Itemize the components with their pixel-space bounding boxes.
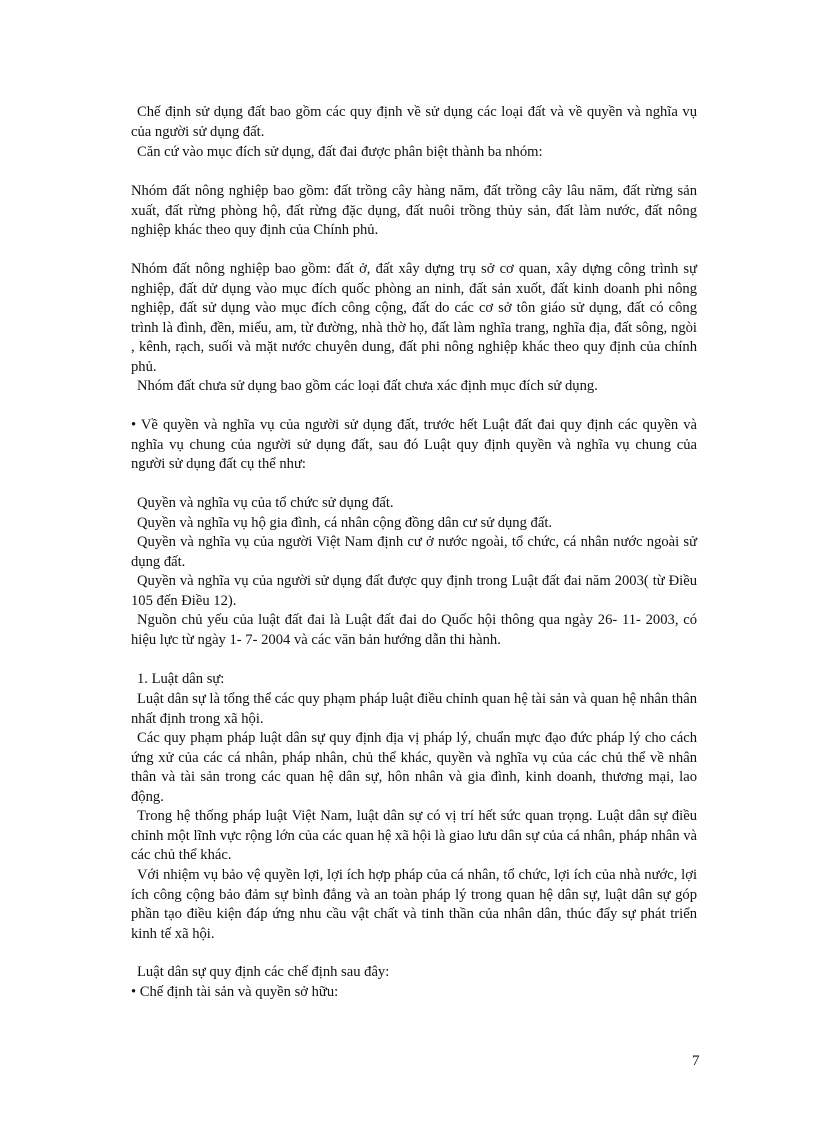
- paragraph-civil-law-regimes: Luật dân sự quy định các chế định sau đây:: [137, 964, 390, 980]
- paragraph-rights-obligations: • Về quyền và nghĩa vụ của người sử dụng đất, trước hết Luật đất đai quy định các quyền và nghĩa vụ chung của người sử dụng đất, sau đó Luật quy định quyền và nghĩa vụ chung của người sử dụng đất cụ thể như:: [131, 417, 697, 472]
- paragraph-overseas-rights: Quyền và nghĩa vụ của người Việt Nam định cư ở nước ngoài, tổ chức, cá nhân nước ngoài sử dụng đất.: [131, 534, 697, 570]
- paragraph-org-rights: Quyền và nghĩa vụ của tổ chức sử dụng đất.: [137, 495, 394, 511]
- paragraph-land-use-regime: Chế định sử dụng đất bao gồm các quy định về sử dụng các loại đất và về quyền và nghĩa vụ của người sử dụng đất.: [131, 104, 697, 140]
- paragraph-law-2003-rights: Quyền và nghĩa vụ của người sử dụng đất được quy định trong Luật đất đai năm 2003( từ Điều 105 đến Điều 12).: [131, 573, 697, 609]
- paragraph-household-rights: Quyền và nghĩa vụ hộ gia đình, cá nhân cộng đồng dân cư sử dụng đất.: [137, 515, 553, 531]
- paragraph-law-sources: Nguồn chủ yếu của luật đất đai là Luật đất đai do Quốc hội thông qua ngày 26- 11- 2003, có hiệu lực từ ngày 1- 7- 2004 và các văn bản hướng dẫn thi hành.: [131, 612, 697, 648]
- page-number: 7: [692, 1053, 700, 1069]
- paragraph-civil-law-norms: Các quy phạm pháp luật dân sự quy định địa vị pháp lý, chuẩn mực đạo đức pháp lý cho cách ứng xử của các cá nhân, pháp nhân, chủ thể khác, quyền và nghĩa vụ của các chủ thể về nhân thân và tài sản trong các quan hệ dân sự, hôn nhân và gia đình, kinh doanh, thương mại, lao động.: [131, 730, 697, 805]
- paragraph-non-agricultural-land: Nhóm đất nông nghiệp bao gồm: đất ở, đất xây dựng trụ sở cơ quan, xây dựng công trình sự nghiệp, đất dử dụng vào mục đích quốc phòng an ninh, đất sản xuốt, đất kinh doanh phi nông nghiệp, đất sử dụng vào mục đích công cộng, đất do các cơ sở tôn giáo sử dụng, đất có công trình là đình, đền, miếu, am, từ đường, nhà thờ họ, đất làm nghĩa trang, nghĩa địa, đất sông, ngòi , kênh, rạch, suối và mặt nước chuyên dung, đất phi nông nghiệp khác theo quy định của chính phủ.: [131, 261, 697, 375]
- paragraph-civil-law-mission: Với nhiệm vụ bảo vệ quyền lợi, lợi ích hợp pháp của cá nhân, tổ chức, lợi ích của nhà nước, lợi ích công cộng bảo đảm sự bình đẳng và an toàn pháp lý trong quan hệ dân sự, luật dân sự góp phần tạo điều kiện đáp ứng nhu cầu vật chất và tinh thần của nhân dân, thúc đẩy sự phát triển kinh tế xã hội.: [131, 867, 697, 942]
- paragraph-unused-land: Nhóm đất chưa sử dụng bao gồm các loại đất chưa xác định mục đích sử dụng.: [137, 378, 598, 394]
- paragraph-civil-law-position: Trong hệ thống pháp luật Việt Nam, luật dân sự có vị trí hết sức quan trọng. Luật dân sự điều chỉnh một lĩnh vực rộng lớn của các quan hệ xã hội là giao lưu dân sự của cá nhân, pháp nhân và các chủ thể khác.: [131, 808, 697, 863]
- heading-civil-law: 1. Luật dân sự:: [137, 671, 225, 687]
- paragraph-agricultural-land: Nhóm đất nông nghiệp bao gồm: đất trồng cây hàng năm, đất trồng cây lâu năm, đất rừng sản xuất, đất rừng phòng hộ, đất rừng đặc dụng, đất nuôi trồng thủy sản, đất làm nước, đất nông nghiệp khác theo quy định của Chính phủ.: [131, 183, 697, 238]
- paragraph-three-groups: Căn cứ vào mục đích sử dụng, đất đai được phân biệt thành ba nhóm:: [137, 144, 543, 160]
- paragraph-civil-law-definition: Luật dân sự là tổng thể các quy phạm pháp luật điều chỉnh quan hệ tài sản và quan hệ nhân thân nhất định trong xã hội.: [131, 691, 697, 727]
- paragraph-property-regime: • Chế định tài sản và quyền sở hữu:: [131, 984, 339, 1000]
